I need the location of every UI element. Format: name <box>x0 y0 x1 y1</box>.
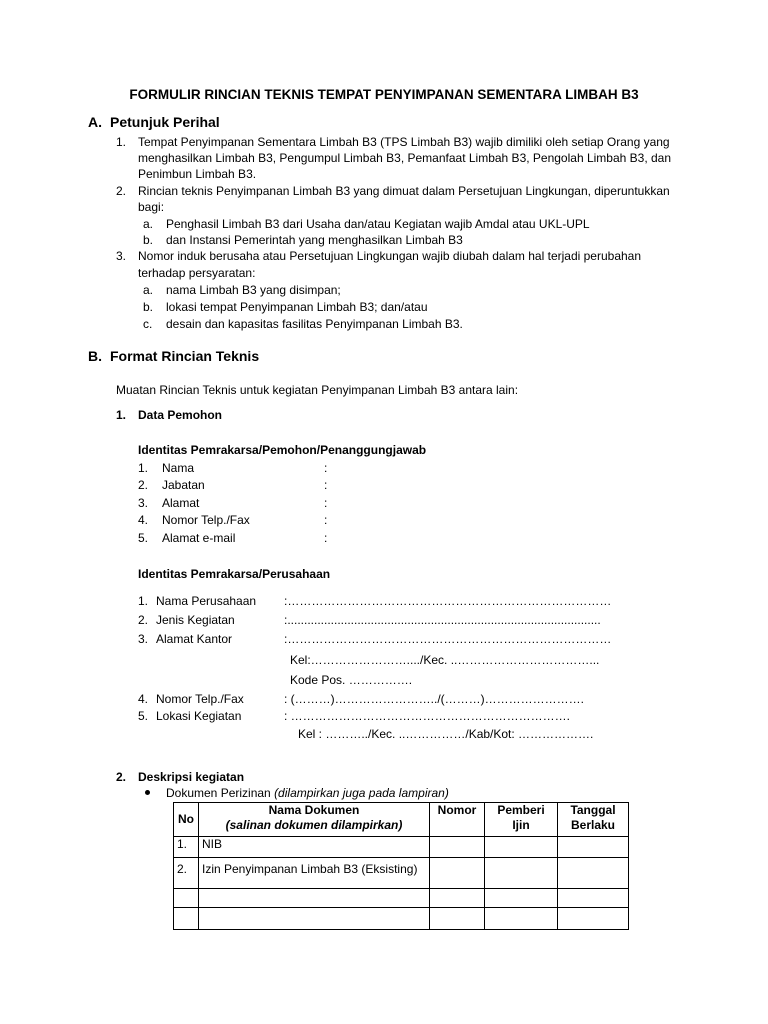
section-a-heading: Petunjuk Perihal <box>110 114 220 130</box>
cell-pemberi <box>485 889 558 908</box>
table-row <box>174 908 629 930</box>
group-heading: Identitas Pemrakarsa/Perusahaan <box>138 567 331 581</box>
cell-pemberi <box>485 837 558 858</box>
field-value: :.............................................................................................. <box>284 613 601 627</box>
field-number: 3. <box>138 496 149 510</box>
bullet-text <box>166 785 449 801</box>
item-line: Nomor induk berusaha atau Persetujuan Lingkungan wajib diubah dalam hal terjadi perubahan <box>138 249 642 263</box>
sub-item-number: a. <box>143 283 154 297</box>
section-b-label: B. <box>88 348 102 364</box>
header-tanggal-sub: Berlaku <box>570 818 616 832</box>
field-colon: : <box>324 461 328 475</box>
cell-nama <box>199 908 430 930</box>
field-value: Kode Pos. ……………. <box>290 673 413 687</box>
header-pemberi-ijin: Pemberi Ijin <box>485 803 558 837</box>
field-number: 4. <box>138 513 149 527</box>
sub-item-text: dan Instansi Pemerintah yang menghasilkan Limbah B3 <box>166 233 463 247</box>
field-number: 5. <box>138 709 149 723</box>
field-value: : (………)……………………../(………)……………………. <box>284 692 584 706</box>
field-value: : ……………………………………………………………. <box>284 709 571 723</box>
field-label: Lokasi Kegiatan <box>156 709 242 723</box>
header-nama-dokumen <box>199 803 430 837</box>
item-number: 3. <box>116 249 127 263</box>
subsection-number: 2. <box>116 770 127 784</box>
field-value: Kel : ………../Kec. ..……………/Kab/Kot: ………………. <box>298 727 594 741</box>
bullet-text-plain: Dokumen Perizinan <box>166 786 275 800</box>
header-tanggal-label: Tanggal <box>570 803 616 817</box>
field-label: Nama Perusahaan <box>156 594 257 608</box>
header-tanggal-berlaku <box>558 803 629 837</box>
field-number: 1. <box>138 594 149 608</box>
sub-item-text: nama Limbah B3 yang disimpan; <box>166 283 341 297</box>
subsection-heading: Data Pemohon <box>138 408 223 422</box>
header-nomor: Nomor <box>430 803 485 837</box>
cell-nomor <box>430 837 485 858</box>
cell-pemberi <box>485 908 558 930</box>
item-line: menghasilkan Limbah B3, Pengumpul Limbah B3, Pemanfaat Limbah B3, Pengolah Limbah B3, dan <box>138 151 672 165</box>
item-line: Rincian teknis Penyimpanan Limbah B3 yang dimuat dalam Persetujuan Lingkungan, diperuntukkan <box>138 184 670 198</box>
field-label: Jenis Kegiatan <box>156 613 235 627</box>
field-label: Alamat <box>162 496 200 510</box>
sub-item-number: a. <box>143 217 154 231</box>
group-heading: Identitas Pemrakarsa/Pemohon/Penanggungjawab <box>138 443 427 457</box>
table-header-row <box>174 803 629 837</box>
cell-nama <box>199 889 430 908</box>
field-colon: : <box>324 531 328 545</box>
cell-tanggal <box>558 837 629 858</box>
item-line: bagi: <box>138 200 165 214</box>
section-a-label: A. <box>88 114 102 130</box>
section-b-heading: Format Rincian Teknis <box>110 348 260 364</box>
table-row <box>174 889 629 908</box>
table-row <box>174 837 629 858</box>
field-colon: : <box>324 513 328 527</box>
cell-nomor <box>430 908 485 930</box>
field-label: Jabatan <box>162 478 205 492</box>
field-label: Nama <box>162 461 195 475</box>
cell-no: 2. <box>174 858 199 889</box>
sub-item-text: lokasi tempat Penyimpanan Limbah B3; dan/atau <box>166 300 428 314</box>
header-nama-sub: (salinan dokumen dilampirkan) <box>225 818 403 832</box>
item-line: Penimbun Limbah B3. <box>138 167 257 181</box>
permit-documents-table <box>173 802 629 930</box>
cell-no: 1. <box>174 837 199 858</box>
bullet-icon <box>145 790 150 795</box>
item-line: terhadap persyaratan: <box>138 266 256 280</box>
cell-no <box>174 908 199 930</box>
cell-tanggal <box>558 908 629 930</box>
header-nama-label: Nama Dokumen <box>268 803 360 817</box>
cell-tanggal <box>558 889 629 908</box>
field-value: Kel:……………………..../Kec. ..……………………………... <box>290 653 600 667</box>
table-row <box>174 858 629 889</box>
subsection-number: 1. <box>116 408 127 422</box>
sub-item-number: b. <box>143 300 154 314</box>
field-value: :……………………………………………………………………… <box>284 632 612 646</box>
field-number: 4. <box>138 692 149 706</box>
cell-nama: Izin Penyimpanan Limbah B3 (Eksisting) <box>199 858 430 889</box>
cell-tanggal <box>558 858 629 889</box>
sub-item-text: Penghasil Limbah B3 dari Usaha dan/atau Kegiatan wajib Amdal atau UKL-UPL <box>166 217 590 231</box>
field-label: Alamat Kantor <box>156 632 233 646</box>
field-number: 5. <box>138 531 149 545</box>
sub-item-text: desain dan kapasitas fasilitas Penyimpanan Limbah B3. <box>166 317 463 331</box>
sub-item-number: b. <box>143 233 154 247</box>
cell-nama: NIB <box>199 837 430 858</box>
bullet-text-italic: (dilampirkan juga pada lampiran) <box>274 786 449 800</box>
field-number: 2. <box>138 613 149 627</box>
field-colon: : <box>324 496 328 510</box>
cell-no <box>174 889 199 908</box>
item-number: 1. <box>116 135 127 149</box>
field-label: Nomor Telp./Fax <box>156 692 244 706</box>
item-line: Tempat Penyimpanan Sementara Limbah B3 (TPS Limbah B3) wajib dimiliki oleh setiap Orang yang <box>138 135 670 149</box>
field-colon: : <box>324 478 328 492</box>
field-value: :……………………………………………………………………… <box>284 594 612 608</box>
header-no: No <box>174 803 199 837</box>
section-b-intro: Muatan Rincian Teknis untuk kegiatan Penyimpanan Limbah B3 antara lain: <box>116 383 519 397</box>
cell-nomor <box>430 889 485 908</box>
field-number: 1. <box>138 461 149 475</box>
cell-pemberi <box>485 858 558 889</box>
field-label: Nomor Telp./Fax <box>162 513 250 527</box>
field-number: 2. <box>138 478 149 492</box>
field-number: 3. <box>138 632 149 646</box>
cell-nomor <box>430 858 485 889</box>
subsection-heading: Deskripsi kegiatan <box>138 770 245 784</box>
field-label: Alamat e-mail <box>162 531 236 545</box>
sub-item-number: c. <box>143 317 153 331</box>
document-title: FORMULIR RINCIAN TEKNIS TEMPAT PENYIMPANAN SEMENTARA LIMBAH B3 <box>129 87 639 102</box>
item-number: 2. <box>116 184 127 198</box>
